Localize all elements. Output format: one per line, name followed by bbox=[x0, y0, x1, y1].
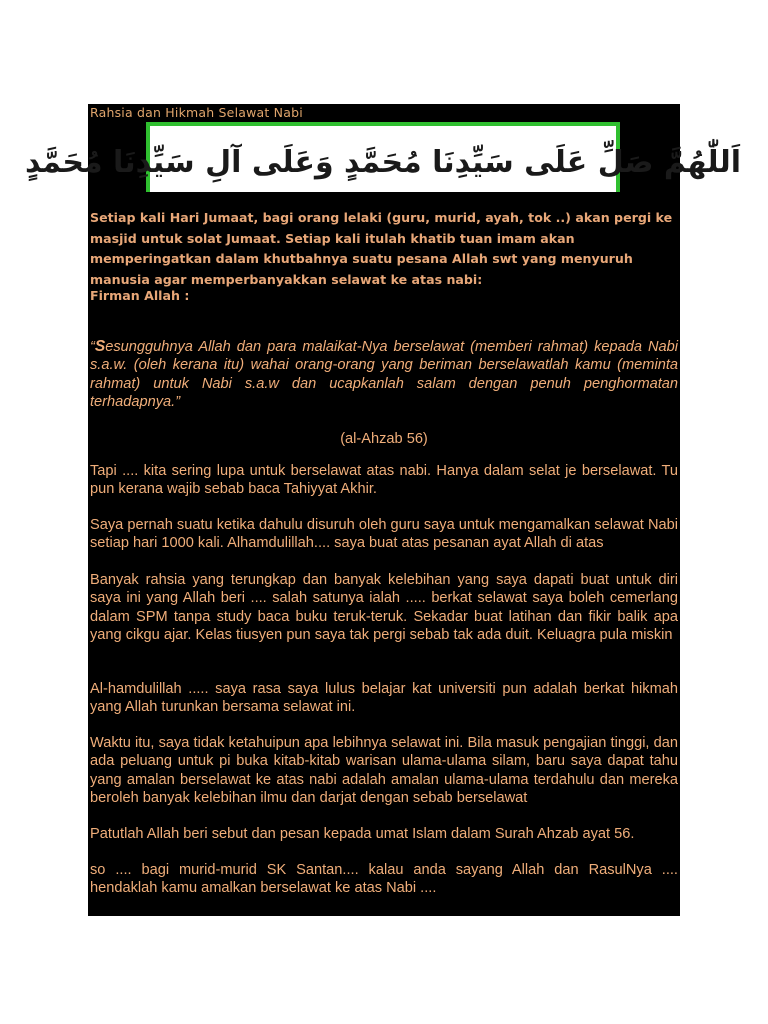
quote-text: esungguhnya Allah dan para malaikat-Nya berselawat (memberi rahmat) kepada Nabi s.a.w. (oleh kerana itu) wahai orang-orang yang beriman berselawatlah kamu (meminta rahmat) untuk Nabi s.a.w dan ucapkanlah salam dengan penuh penghormatan terhadapnya.” bbox=[90, 339, 678, 410]
quote-open-mark: “ bbox=[90, 339, 95, 355]
body-paragraph-5: Waktu itu, saya tidak ketahuipun apa lebihnya selawat ini. Bila masuk pengajian tinggi, dan ada peluang untuk pi buka kitab-kitab warisan ulama-ulama silam, baru saya dapat tahu yang amalan berselawat ke atas nabi adalah amalan ulama-ulama terdahulu dan mereka beroleh banyak kelebihan ilmu dan darjat dengan sebab berselawat bbox=[90, 735, 678, 806]
body-paragraph-1: Tapi .... kita sering lupa untuk berselawat atas nabi. Hanya dalam selat je berselawat. Tu pun kerana wajib sebab baca Tahiyyat Akhir. bbox=[90, 463, 678, 498]
quote-reference: (al-Ahzab 56) bbox=[340, 431, 428, 447]
body-paragraph-4: Al-hamdulillah ..... saya rasa saya lulus belajar kat universiti pun adalah berkat hikmah yang Allah turunkan bersama selawat ini. bbox=[90, 681, 678, 716]
firman-label: Firman Allah : bbox=[90, 288, 190, 303]
article-title: Rahsia dan Hikmah Selawat Nabi bbox=[90, 105, 303, 120]
quote-first-letter: S bbox=[94, 338, 106, 355]
body-paragraph-7: so .... bagi murid-murid SK Santan.... kalau anda sayang Allah dan RasulNya .... hendaklah kamu amalkan berselawat ke atas Nabi .... bbox=[90, 862, 678, 897]
salawat-arabic-text: اَللّٰهُمَّ صَلِّ عَلَى سَيِّدِنَا مُحَمَّدٍ وَعَلَى آلِ سَيِّدِنَا مُحَمَّدٍ bbox=[24, 144, 742, 180]
body-paragraph-6: Patutlah Allah beri sebut dan pesan kepada umat Islam dalam Surah Ahzab ayat 56. bbox=[90, 826, 635, 842]
body-paragraph-2: Saya pernah suatu ketika dahulu disuruh oleh guru saya untuk mengamalkan selawat Nabi setiap hari 1000 kali. Alhamdulillah.... saya buat atas pesanan ayat Allah di atas bbox=[90, 517, 678, 552]
salawat-calligraphy-image bbox=[24, 122, 742, 192]
intro-paragraph: Setiap kali Hari Jumaat, bagi orang lelaki (guru, murid, ayah, tok ..) akan pergi ke masjid untuk solat Jumaat. Setiap kali itulah khatib tuan imam akan memperingatkan dalam khutbahnya suatu pesana Allah swt yang menyuruh manusia agar memperbanyakkan selawat ke atas nabi: bbox=[90, 210, 673, 287]
quran-quote bbox=[90, 338, 678, 411]
article-panel bbox=[24, 104, 742, 916]
body-paragraph-3: Banyak rahsia yang terungkap dan banyak kelebihan yang saya dapati buat untuk diri saya ini yang Allah beri .... salah satunya ialah ..... berkat selawat saya boleh cemerlang dalam SPM tanpa study baca buku teruk-teruk. Sekadar buat latihan dan fikir balik apa yang cikgu ajar. Kelas tiusyen pun saya tak pergi sebab tak ada duit. Keluagra pula miskin bbox=[90, 572, 678, 643]
